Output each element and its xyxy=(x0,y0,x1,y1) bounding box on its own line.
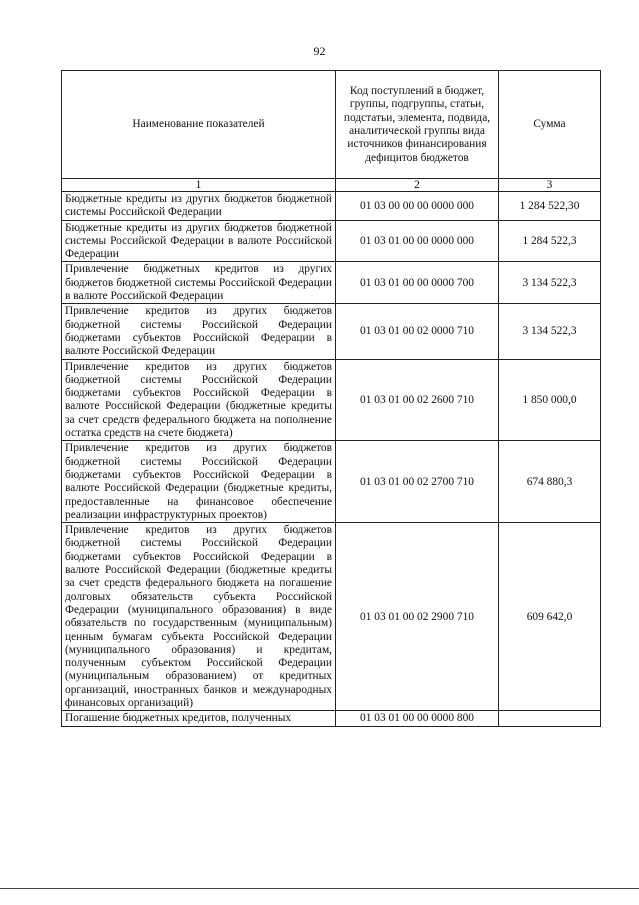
table-row xyxy=(62,192,601,221)
amount: 1 284 522,30 xyxy=(499,192,601,221)
indicator-name: Бюджетные кредиты из других бюджетов бюджетной системы Российской Федерации xyxy=(62,192,336,221)
indicator-name: Привлечение кредитов из других бюджетов бюджетной системы Российской Федерации бюджетами субъектов Российской Федерации в валюте Российской Федерации (бюджетные кредиты, предоставленные на финансовое обеспечение реализации инфраструктурных проектов) xyxy=(62,441,336,523)
amount: 1 284 522,3 xyxy=(499,220,601,262)
header-code: Код поступлений в бюджет, группы, подгруппы, статьи, подстатьи, элемента, подвида, аналитической группы вида источников финансирования дефицитов бюджетов xyxy=(336,71,499,179)
header-sum: Сумма xyxy=(499,71,601,179)
column-number-2: 2 xyxy=(336,179,499,192)
table-row xyxy=(62,711,601,726)
budget-code: 01 03 01 00 00 0000 000 xyxy=(336,220,499,262)
table-row xyxy=(62,523,601,711)
budget-code: 01 03 01 00 02 2700 710 xyxy=(336,441,499,523)
table-body xyxy=(62,192,601,727)
header-row xyxy=(62,71,601,179)
column-number-1: 1 xyxy=(62,179,336,192)
table-row xyxy=(62,220,601,262)
page-bottom-rule xyxy=(0,888,639,889)
column-number-row xyxy=(62,179,601,192)
indicator-name: Бюджетные кредиты из других бюджетов бюджетной системы Российской Федерации в валюте Российской Федерации xyxy=(62,220,336,262)
table-row xyxy=(62,359,601,441)
indicator-name: Погашение бюджетных кредитов, полученных xyxy=(62,711,336,726)
budget-code: 01 03 01 00 02 0000 710 xyxy=(336,304,499,359)
indicator-name: Привлечение кредитов из других бюджетов бюджетной системы Российской Федерации бюджетами субъектов Российской Федерации в валюте Российской Федерации xyxy=(62,304,336,359)
table-header xyxy=(62,71,601,192)
indicator-name: Привлечение бюджетных кредитов из других бюджетов бюджетной системы Российской Федерации в валюте Российской Федерации xyxy=(62,262,336,304)
amount xyxy=(499,711,601,726)
budget-code: 01 03 00 00 00 0000 000 xyxy=(336,192,499,221)
table-row xyxy=(62,441,601,523)
table-row xyxy=(62,262,601,304)
amount: 609 642,0 xyxy=(499,523,601,711)
column-number-3: 3 xyxy=(499,179,601,192)
amount: 674 880,3 xyxy=(499,441,601,523)
amount: 3 134 522,3 xyxy=(499,262,601,304)
amount: 3 134 522,3 xyxy=(499,304,601,359)
indicator-name: Привлечение кредитов из других бюджетов бюджетной системы Российской Федерации бюджетами субъектов Российской Федерации в валюте Российской Федерации (бюджетные кредиты за счет средств федерального бюджета на погашение долговых обязательств субъекта Российской Федерации (муниципального образования) в виде обязательств по государственным (муниципальным) ценным бумагам субъекта Российской Федерации (муниципального образования) и кредитам, полученным субъектом Российской Федерации (муниципальным образованием) от кредитных организаций, иностранных банков и международных финансовых организаций) xyxy=(62,523,336,711)
budget-code: 01 03 01 00 02 2600 710 xyxy=(336,359,499,441)
indicator-name: Привлечение кредитов из других бюджетов бюджетной системы Российской Федерации бюджетами субъектов Российской Федерации в валюте Российской Федерации (бюджетные кредиты за счет средств федерального бюджета на пополнение остатка средств на счете бюджета) xyxy=(62,359,336,441)
amount: 1 850 000,0 xyxy=(499,359,601,441)
budget-code: 01 03 01 00 00 0000 700 xyxy=(336,262,499,304)
page-number: 92 xyxy=(313,44,326,58)
budget-sources-table xyxy=(61,70,601,727)
table-row xyxy=(62,304,601,359)
header-name: Наименование показателей xyxy=(62,71,336,179)
budget-code: 01 03 01 00 00 0000 800 xyxy=(336,711,499,726)
budget-code: 01 03 01 00 02 2900 710 xyxy=(336,523,499,711)
